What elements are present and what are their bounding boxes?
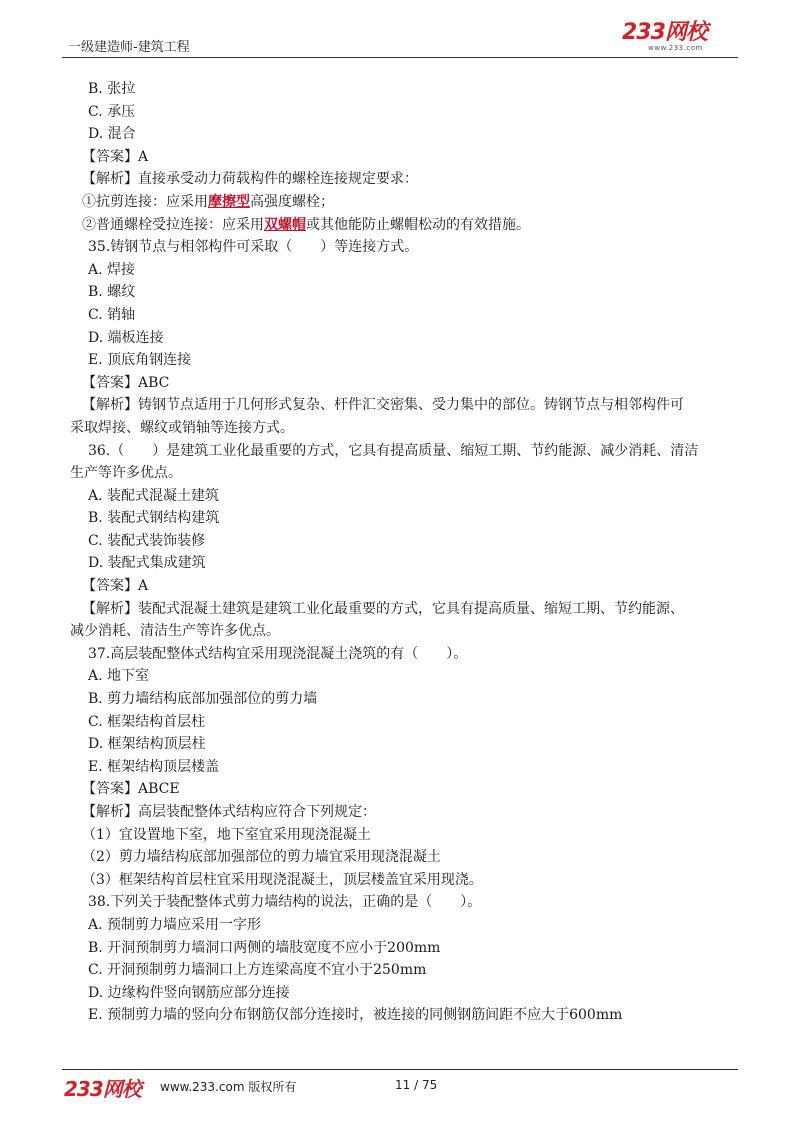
header-divider [62, 57, 738, 58]
option-line: E. 框架结构顶层楼盖 [88, 758, 220, 775]
option-line: A. 焊接 [88, 261, 136, 278]
question-stem: 38.下列关于装配整体式剪力墙结构的说法，正确的是（ ）。 [88, 894, 482, 911]
option-line: D. 混合 [88, 126, 136, 143]
page-header [0, 0, 800, 62]
analysis-text: 装配式混凝土建筑是建筑工业化最重要的方式，它具有提高质量、缩短工期、节约能源、 [138, 600, 684, 617]
option-line: A. 地下室 [88, 668, 150, 685]
option-line: B. 剪力墙结构底部加强部位的剪力墙 [88, 691, 318, 708]
document-body [70, 78, 740, 1027]
option-line: A. 装配式混凝土建筑 [88, 487, 220, 504]
answer-line: 【答案】A [82, 578, 149, 595]
analysis-label: 【解析】 [82, 397, 138, 414]
analysis-continuation: 采取焊接、螺纹或销轴等连接方式。 [70, 419, 294, 436]
analysis-label: 【解析】 [82, 171, 138, 188]
option-line: C. 销轴 [88, 306, 136, 323]
analysis-point [70, 214, 740, 237]
option-line: B. 装配式钢结构建筑 [88, 510, 220, 527]
option-line: E. 顶底角钢连接 [88, 352, 192, 369]
answer-line: 【答案】ABCE [82, 781, 180, 798]
analysis-point: （2）剪力墙结构底部加强部位的剪力墙宜采用现浇混凝土 [82, 849, 441, 866]
point-text: ②普通螺栓受拉连接：应采用 [82, 216, 264, 233]
page-number: 11 / 75 [395, 1078, 438, 1092]
answer-line: 【答案】ABC [82, 374, 170, 391]
option-line: C. 框架结构首层柱 [88, 713, 206, 730]
footer-logo: 233网校 [64, 1077, 141, 1101]
analysis-text: 铸钢节点适用于几何形式复杂、杆件汇交密集、受力集中的部位。铸钢节点与相邻构件可 [138, 397, 684, 414]
analysis-line [70, 394, 740, 417]
logo-url: www.233.com [648, 44, 703, 52]
footer-divider [62, 1069, 738, 1070]
option-line: D. 端板连接 [88, 329, 164, 346]
header-title: 一级建造师-建筑工程 [68, 40, 190, 55]
analysis-label: 【解析】 [82, 804, 138, 820]
footer-copyright: www.233.com 版权所有 [160, 1080, 297, 1094]
analysis-point: （3）框架结构首层柱宜采用现浇混凝土，顶层楼盖宜采用现浇。 [82, 871, 483, 888]
analysis-label: 【解析】 [82, 600, 138, 617]
option-line: C. 开洞预制剪力墙洞口上方连梁高度不宜小于250mm [88, 962, 427, 979]
point-text: ①抗剪连接：应采用 [82, 193, 208, 210]
question-stem: 36.（ ）是建筑工业化最重要的方式，它具有提高质量、缩短工期、节约能源、减少消耗、清洁 [88, 442, 699, 459]
page-footer [0, 1072, 800, 1102]
highlight-term: 双螺帽 [264, 216, 306, 233]
option-line: D. 装配式集成建筑 [88, 555, 206, 572]
option-line: D. 框架结构顶层柱 [88, 736, 206, 753]
question-stem: 37.高层装配整体式结构宜采用现浇混凝土浇筑的有（ ）。 [88, 645, 468, 662]
option-line: C. 承压 [88, 103, 136, 120]
point-text: 高强度螺栓； [250, 193, 334, 210]
highlight-term: 摩擦型 [208, 193, 250, 210]
option-line: B. 开洞预制剪力墙洞口两侧的墙肢宽度不应小于200mm [88, 939, 441, 956]
analysis-line [70, 598, 740, 621]
option-line: A. 预制剪力墙应采用一字形 [88, 916, 262, 933]
option-line: D. 边缘构件竖向钢筋应部分连接 [88, 984, 290, 1001]
analysis-point: （1）宜设置地下室，地下室宜采用现浇混凝土 [82, 826, 371, 843]
analysis-text: 直接承受动力荷载构件的螺栓连接规定要求： [138, 171, 418, 188]
point-text: 或其他能防止螺帽松动的有效措施。 [306, 216, 530, 233]
analysis-point [70, 191, 740, 214]
analysis-line [70, 168, 740, 191]
analysis-continuation: 减少消耗、清洁生产等许多优点。 [70, 623, 280, 640]
option-line: B. 螺纹 [88, 284, 136, 301]
question-stem: 35.铸钢节点与相邻构件可采取（ ）等连接方式。 [88, 239, 419, 256]
option-line: B. 张拉 [88, 81, 136, 97]
analysis-text: 高层装配整体式结构应符合下列规定： [138, 804, 376, 820]
logo-wordmark: 233网校 [622, 20, 707, 45]
analysis-line [70, 801, 740, 824]
question-stem-continuation: 生产等许多优点。 [70, 465, 182, 482]
option-line: E. 预制剪力墙的竖向分布钢筋仅部分连接时，被连接的同侧钢筋间距不应大于600mm [88, 1007, 623, 1024]
option-line: C. 装配式装饰装修 [88, 532, 206, 549]
brand-logo [622, 22, 737, 54]
answer-line: 【答案】A [82, 148, 149, 165]
